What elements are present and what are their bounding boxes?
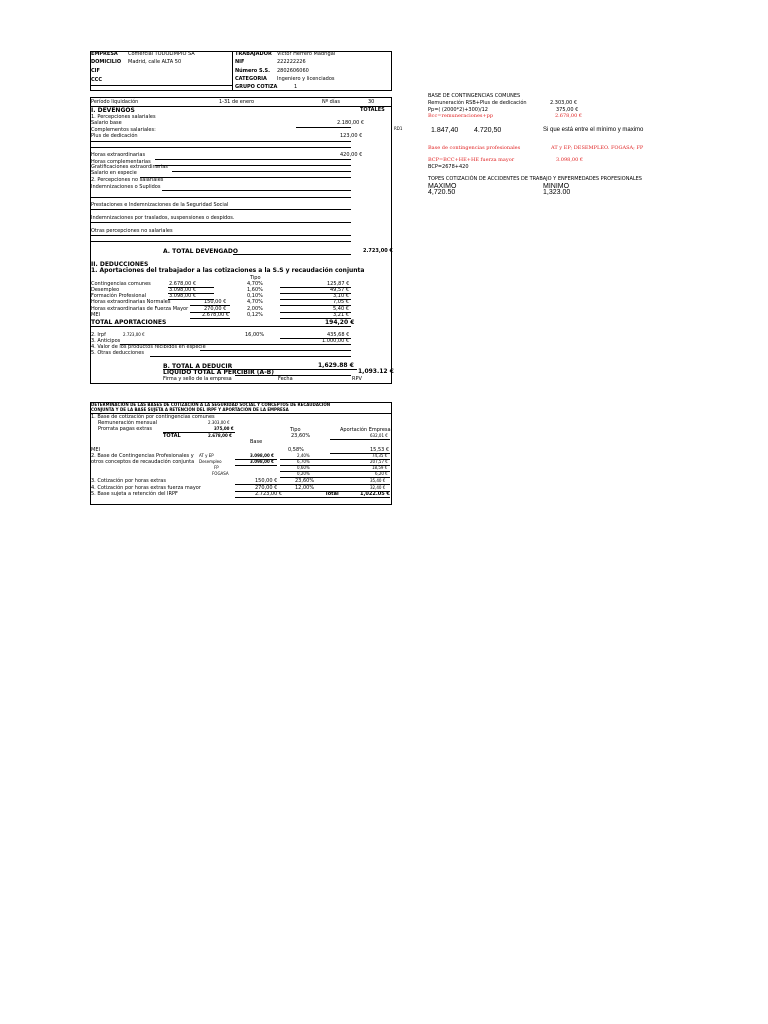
aportacion-importe: 3,21 € <box>333 312 349 318</box>
total-empresa-label: Total <box>325 491 339 497</box>
bases-row-2b: otros conceptos de recaudación conjunta <box>91 459 195 465</box>
cp-tipo: 6,70% <box>297 459 310 464</box>
bases-row-4-tipo: 12,00% <box>295 485 315 491</box>
aportacion-label: Formación Profesional <box>91 293 147 299</box>
irpf-base: 2.723,00 € <box>123 332 145 337</box>
anticipos-label: 3. Anticipos <box>91 338 121 344</box>
bases-row-2a: 2. Base de Contingencias Profesionales y <box>91 453 194 459</box>
periodo-label: Período liquidación <box>91 99 139 105</box>
empresa-value: Comercial TODOLIMPIO SA <box>128 51 195 57</box>
bases-total-value: 2.678,00 € <box>208 433 232 438</box>
nss-label: Número S.S. <box>235 68 270 74</box>
cp-tipo: 0,20% <box>297 471 310 476</box>
total-aportaciones-label: TOTAL APORTACIONES <box>91 319 167 326</box>
aportacion-tipo: 0,12% <box>247 312 263 318</box>
indemnizaciones: Indemnizaciones o Suplidos <box>91 184 161 190</box>
cp-label: FOGASA <box>212 471 229 476</box>
periodo-value: 1-31 de enero <box>219 99 255 105</box>
total-aportaciones-value: 194,20 € <box>325 319 355 326</box>
salario-especie: Salario en especie <box>91 170 137 176</box>
cp-aport: 74,35 € <box>372 453 388 458</box>
total-devengado-value: 2.723,00 € <box>363 248 393 254</box>
bases-row-3-label: 3. Cotización por horas extras <box>91 478 166 484</box>
horas-extra-value: 420,00 € <box>340 152 363 158</box>
totales-label: TOTALES <box>360 107 385 113</box>
prestaciones: Prestaciones e Indemnizaciones de la Seguridad Social <box>91 202 229 208</box>
prof-label: Base de contingencias profesionales <box>428 145 521 151</box>
percepciones-salariales: 1. Percepciones salariales <box>91 114 156 120</box>
cc-aportacion: 632,01 € <box>370 433 388 438</box>
no-salariales: 2. Percepciones no salariales <box>91 177 164 183</box>
dias-value: 30 <box>368 99 375 105</box>
horas-extra-label: Horas extraordinarias <box>91 152 146 158</box>
cc-tipo: 23,60% <box>291 433 311 439</box>
rd1-label: RD1 <box>394 126 403 131</box>
trabajador-value: Victor Herrero Madrigal <box>277 51 336 57</box>
categoria-value: Ingeniero y licenciados <box>277 76 335 82</box>
bases-row-4-base: 270,00 € <box>255 485 278 491</box>
aportacion-label: Desempleo <box>91 287 120 293</box>
anticipos-value: 1.000,00 € <box>322 338 350 344</box>
plus-value: 123,00 € <box>340 133 363 139</box>
cif-label: CIF <box>91 68 100 74</box>
aportacion-base: 3.098,00 € <box>169 287 197 293</box>
salario-base-value: 2.180,00 € <box>337 120 365 126</box>
trabajador-label: TRABAJADOR <box>235 51 272 57</box>
bases-title-2: CONJUNTA Y DE LA BASE SUJETA A RETENCIÓN DEL IRPF Y APORTACIÓN DE LA EMPRESA <box>91 407 289 412</box>
cp-tipo: 0,60% <box>297 465 310 470</box>
aportacion-label: Horas extraordinarias de Fuerza Mayor <box>91 306 189 312</box>
grupo-value: 1 <box>294 84 298 90</box>
aportacion-importe: 7,05 € <box>333 299 349 305</box>
valor-productos: 4. Valor de los productos recibidos en especie <box>91 344 206 350</box>
aportacion-importe: 5,40 € <box>333 306 349 312</box>
bases-row-1: 1. Base de cotización por contingencias comunes <box>91 414 215 420</box>
aportacion-tipo: 1,60% <box>247 287 263 293</box>
irpf-label: 2. Irpf <box>91 332 106 338</box>
minimo-label: MINIMO <box>543 183 570 190</box>
aportacion-label: Horas extraordinarias Normales <box>91 299 171 305</box>
horas-complementarias: Horas complementarias <box>91 159 151 165</box>
bcp-calc: BCP=2678+420 <box>428 164 469 170</box>
bases-row-5-base: 2.723,00 € <box>255 491 283 497</box>
bases-row-3-aport: 35,40 € <box>370 478 386 483</box>
pp-formula: Pp=( (2000*2)+300)/12 <box>428 107 488 113</box>
mei-label: MEI <box>91 447 100 453</box>
dias-label: Nº días <box>322 99 340 105</box>
domicilio-label: DOMICILIO <box>91 59 122 65</box>
maximo-label: MAXIMO <box>428 183 457 190</box>
otras-deducciones: 5. Otras deducciones <box>91 350 144 356</box>
aportacion-tipo: 4,70% <box>247 281 263 287</box>
bcp-value: 3.098,00 € <box>556 157 584 163</box>
aportacion-importe: 3,10 € <box>333 293 349 299</box>
bases-row-5-label: 5. Base sujeta a retención del IRPF <box>91 491 178 497</box>
cp-aport: 207,57 € <box>370 459 388 464</box>
salario-base-label: Salario base <box>91 120 122 126</box>
plus-label: Plus de dedicación <box>91 133 138 139</box>
cp-tipo: 2,40% <box>297 453 310 458</box>
bases-total-label: TOTAL <box>163 433 181 439</box>
aportacion-importe: 125,87 € <box>327 281 350 287</box>
empresa-label: EMPRESA <box>91 51 118 57</box>
remun-value: 2.303,00 € <box>208 420 230 425</box>
cp-aport: 18,59 € <box>372 465 388 470</box>
topes-title: TOPES COTIZACIÓN DE ACCIDENTES DE TRABAJO Y ENFERMEDADES PROFESIONALES <box>428 176 642 182</box>
bcc-max-value: 4.720,50 <box>474 127 502 134</box>
bases-row-3-tipo: 23,60% <box>295 478 315 484</box>
prorrata-value: 375,00 € <box>214 426 234 431</box>
devengos-title: I. DEVENGOS <box>91 107 135 114</box>
aportacion-tipo: 0,10% <box>247 293 263 299</box>
rpv-label: RPV <box>352 376 362 382</box>
nif-value: 222222226 <box>277 59 306 65</box>
cp-label: Desempleo <box>199 459 222 464</box>
irpf-tipo: 16,00% <box>245 332 265 338</box>
otras-no-salariales: Otras percepciones no salariales <box>91 228 173 234</box>
bases-row-4-aport: 32,40 € <box>370 485 386 490</box>
total-deducir-value: 1,629.88 € <box>318 362 354 369</box>
categoria-label: CATEGORIA <box>235 76 267 82</box>
aportacion-base: 3.098,00 € <box>169 293 197 299</box>
mei-tipo: 0,58% <box>288 447 304 453</box>
cp-label: AT y EP <box>199 453 214 458</box>
mei-aportacion: 15,53 € <box>370 447 390 453</box>
minimo-value: 1,323.00 <box>543 189 571 196</box>
prorrata-label: Prorrata pagas extras <box>98 426 152 432</box>
aportacion-base: 2.678,00 € <box>202 312 230 318</box>
bcc-value: 2.678,00 € <box>555 113 583 119</box>
bcc-min-value: 1.847,40 <box>431 127 459 134</box>
liquido-value: 1,093.12 € <box>358 368 394 375</box>
aportacion-base: 150,00 € <box>204 299 227 305</box>
domicilio-value: Madrid, calle ALTA 50 <box>128 59 182 65</box>
pp-value: 375,00 € <box>556 107 579 113</box>
indemn-traslados: Indemnizaciones por traslados, suspensiones o despidos. <box>91 215 235 221</box>
remun-label: Remuneración mensual <box>98 420 158 426</box>
side-remun-label: Remuneración RSB+Plus de dedicación <box>428 100 527 106</box>
cp-aport: 6,20 € <box>375 471 388 476</box>
aportacion-tipo: 2,00% <box>247 306 263 312</box>
firma-label: Firma y sello de la empresa <box>163 376 232 382</box>
gratificaciones: Gratificaciones extraordinarias <box>91 164 168 170</box>
maximo-value: 4,720.50 <box>428 189 456 196</box>
nif-label: NIF <box>235 59 245 65</box>
base-header: Base <box>250 439 263 445</box>
cp-label: FP <box>214 465 219 470</box>
complementos-label: Complementos salariales: <box>91 127 156 133</box>
deducciones-title: II. DEDUCCIONES <box>91 261 149 268</box>
bcc-title: BASE DE CONTINGENCIAS COMUNES <box>428 93 521 99</box>
bcc-range-note: Si que está entre el mínimo y maximo <box>543 127 644 133</box>
aportacion-header: Aportación Empresa <box>340 427 391 433</box>
bases-row-4-label: 4. Cotización por horas extras fuerza mayor <box>91 485 201 491</box>
total-deducir-label: B. TOTAL A DEDUCIR <box>163 363 233 370</box>
aportacion-tipo: 4,70% <box>247 299 263 305</box>
aportacion-base: 2.678,00 € <box>169 281 197 287</box>
bcp-formula: BCP=BCC+HE+HE fuerza mayor <box>428 157 515 163</box>
bcc-formula: Bcc=remuneraciones+pp <box>428 113 494 119</box>
aportacion-importe: 49,57 € <box>330 287 350 293</box>
grupo-label: GRUPO COTIZA <box>235 84 278 90</box>
aportacion-label: Contingencias comunes <box>91 281 151 287</box>
side-remun-value: 2.303,00 € <box>550 100 578 106</box>
bases-title-1: DETERMINACIÓN DE LAS BASES DE COTIZACIÓN A LA SEGURIDAD SOCIAL Y CONCEPTOS DE RECAUDACIÓN <box>91 402 331 407</box>
irpf-value: 435,68 € <box>327 332 350 338</box>
tipo-header-2: Tipo <box>290 427 301 433</box>
aportacion-label: MEI <box>91 312 100 318</box>
fecha-label: Fecha <box>278 376 293 382</box>
bases-row-3-base: 150,00 € <box>255 478 278 484</box>
total-empresa-value: 1,022.05 € <box>360 491 390 497</box>
aportacion-base: 270,00 € <box>204 306 227 312</box>
nss-value: 2802606060 <box>277 68 309 74</box>
ccc-label: CCC <box>91 77 103 83</box>
cp-base: 3.098,00 € <box>250 453 274 458</box>
deducciones-subtitle: 1. Aportaciones del trabajador a las cotizaciones a la S.S y recaudación conjunta <box>91 267 365 274</box>
cp-base: 3.098,00 € <box>250 459 274 464</box>
liquido-label: LIQUIDO TOTAL A PERCIBIR (A-B) <box>163 369 274 376</box>
total-devengado-label: A. TOTAL DEVENGADO <box>163 248 238 255</box>
tipo-header: Tipo <box>250 275 261 281</box>
prof-note: AT y EP; DESEMPLEO. FOGASA; FP <box>551 145 644 151</box>
